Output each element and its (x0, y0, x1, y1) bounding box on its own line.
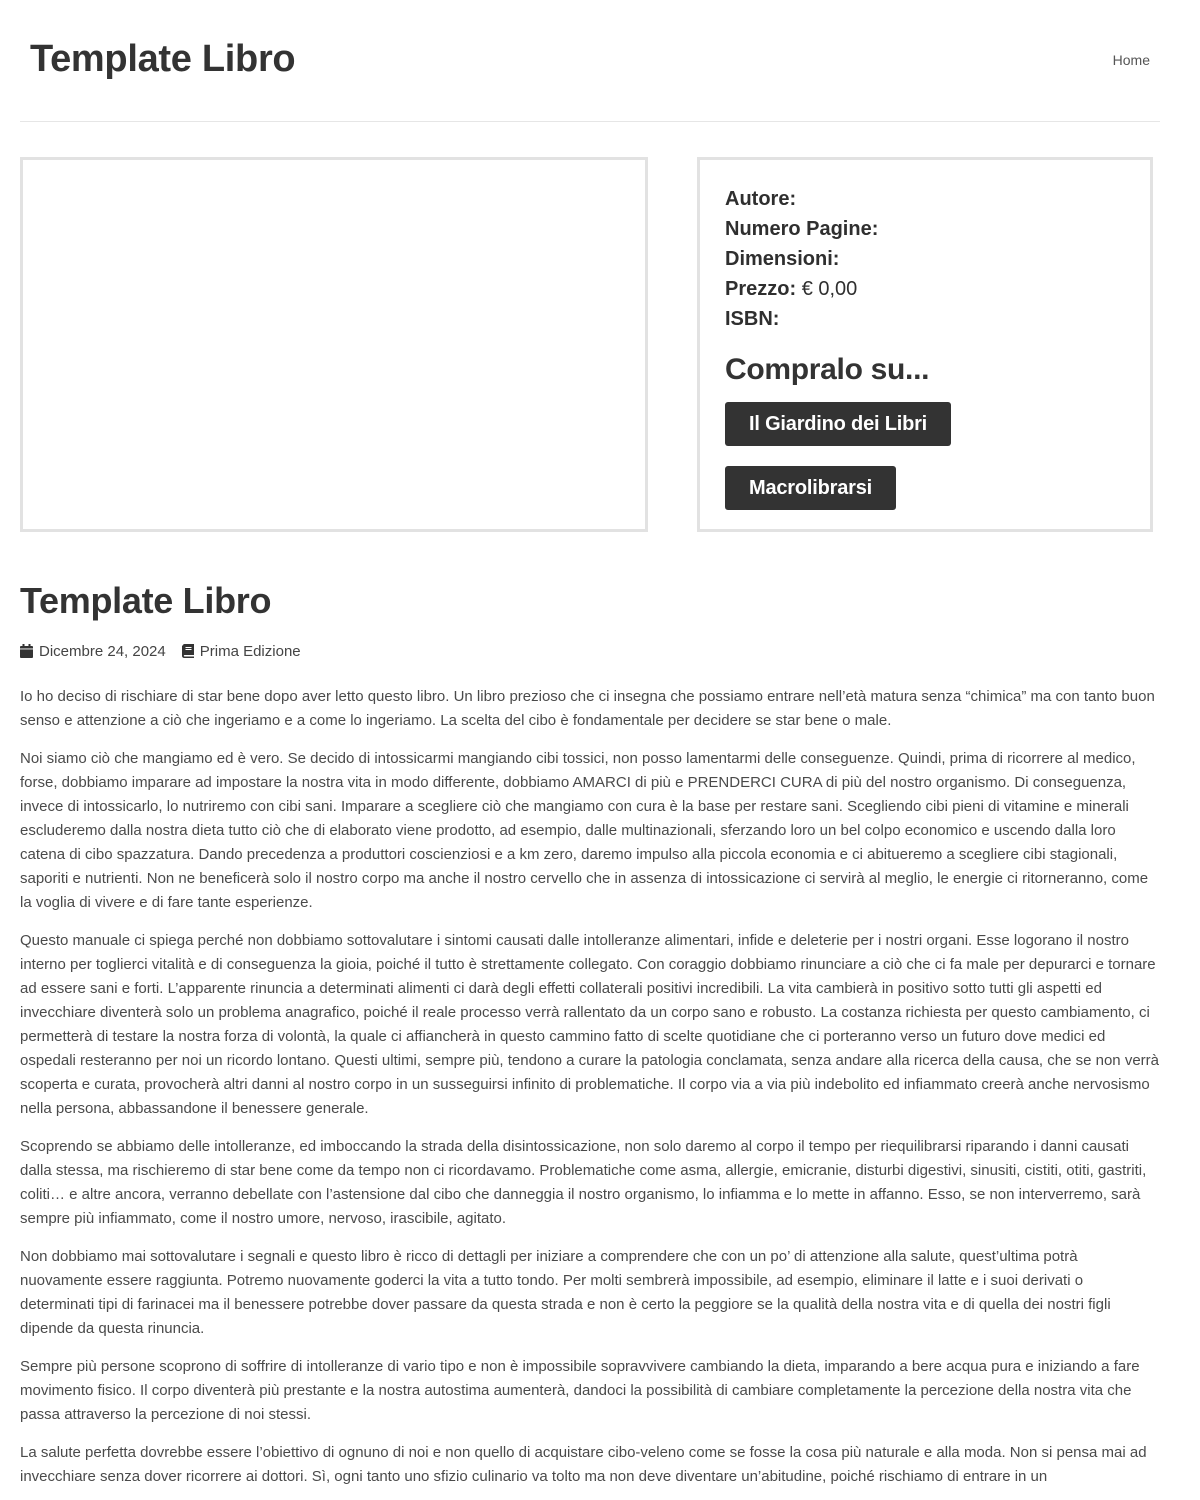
author-line (725, 184, 1150, 214)
page (20, 0, 1160, 1489)
paragraph: Scoprendo se abbiamo delle intolleranze, ed imboccando la strada della disintossicazione, non solo daremo al corpo il tempo per riequilibrarsi riparando i danni causati dalla stessa, ma rischieremo di star bene come da tempo non ci ricordavamo. Problematiche come asma, allergie, emicranie, disturbi digestivi, sinusiti, cistiti, otiti, gastriti, coliti… e altre ancora, verranno debellate con l’astensione dal cibo che danneggia il nostro organismo, lo infiamma e lo mette in affanno. Esso, se non interverremo, sarà sempre più infiammato, come il nostro umore, nervoso, irascibile, agitato. (20, 1138, 1147, 1227)
paragraph: Io ho deciso di rischiare di star bene dopo aver letto questo libro. Un libro prezioso che ci insegna che possiamo entrare nell’età matura senza “chimica” ma con tanto buon senso e attenzione a ciò che ingeriamo e a come lo ingeriamo. La scelta del cibo è fondamentale per decidere se star bene o male. (20, 688, 1155, 729)
pages-line (725, 214, 1150, 244)
buy-button-wrap-2 (725, 466, 1150, 530)
calendar-icon (20, 644, 33, 658)
buy-macrolibrarsi-button[interactable]: Macrolibrarsi (725, 466, 896, 510)
book-info-box (697, 157, 1153, 532)
post-title: Template Libro (20, 580, 272, 621)
isbn-line (725, 304, 1150, 334)
site-title[interactable]: Template Libro (30, 38, 296, 80)
post-category (182, 643, 301, 660)
post-category-link[interactable]: Prima Edizione (199, 642, 301, 660)
pages-label: Numero Pagine: (725, 218, 879, 240)
paragraph: La salute perfetta dovrebbe essere l’obiettivo di ognuno di noi e non quello di acquistare cibo-veleno come se fosse la cosa più naturale e alla moda. Non si pensa mai ad invecchiare senza dover ricorrere ai dottori. Sì, ogni tanto uno sfizio culinario va tolto ma non deve diventare un’abitudine, poiché rischiamo di entrare in un (20, 1444, 1147, 1485)
buy-giardino-dei-libri-button[interactable]: Il Giardino dei Libri (725, 402, 951, 446)
post-content (20, 685, 1160, 1489)
book-icon (182, 644, 194, 658)
nav-home-link[interactable]: Home (1112, 52, 1150, 68)
price-line (725, 274, 1150, 304)
paragraph: Noi siamo ciò che mangiamo ed è vero. Se decido di intossicarmi mangiando cibi tossici, non posso lamentarmi delle conseguenze. Quindi, prima di ricorrere al medico, forse, dobbiamo imparare ad impostare la nostra vita in modo differente, dobbiamo AMARCI di più e PRENDERCI CURA di più del nostro organismo. Di conseguenza, invece di intossicarlo, lo nutriremo con cibi sani. Imparare a scegliere ciò che mangiamo con cura è la base per restare sani. Scegliendo cibi pieni di vitamine e minerali escluderemo dalla nostra dieta tutto ciò che di elaborato viene prodotto, ad esempio, dalle multinazionali, sferzando loro un bel colpo economico e uscendo dalla loro catena di cibo spazzatura. Dando precedenza a produttori coscienziosi e a km zero, daremo impulso alla piccola economia e ci abitueremo a scegliere cibi stagionali, saporiti e nutrienti. Non ne beneficerà solo il nostro corpo ma anche il nostro cervello che in assenza di intossicazione ci servirà al meglio, le energie ci ritorneranno, come la voglia di vivere e di fare tante esperienze. (20, 750, 1149, 911)
dimensions-line (725, 244, 1150, 274)
post-date (20, 643, 166, 660)
dimensions-label: Dimensioni: (725, 248, 840, 270)
post-date-link[interactable]: Dicembre 24, 2024 (39, 642, 166, 660)
book-top-section (20, 157, 1160, 529)
site-header (20, 0, 1160, 122)
paragraph: Questo manuale ci spiega perché non dobbiamo sottovalutare i sintomi causati dalle intolleranze alimentari, infide e deleterie per i nostri organi. Esse logorano il nostro interno per toglierci vitalità e di conseguenza la gioia, poiché il tutto è strettamente collegato. Con coraggio dobbiamo rinunciare a ciò che ci fa male per depurarci e tornare ad essere sani e forti. L’apparente rinuncia a determinati alimenti ci darà degli effetti collaterali positivi incredibili. La vita cambierà in positivo sotto tutti gli aspetti ed invecchiare diventerà solo un problema anagrafico, poiché il reale processo verrà rallentato da un corpo sano e robusto. La costanza richiesta per questo cambiamento, ci permetterà di testare la nostra forza di volontà, la quale ci affiancherà in questo cammino fatto di scelte quotidiane che ci porteranno verso un futuro dove medici ed ospedali resteranno per noi un ricordo lontano. Questi ultimi, sempre più, tendono a curare la patologia conclamata, senza andare alla ricerca della causa, che se non verrà scoperta e curata, provocherà altri danni al nostro corpo in un susseguirsi infinito di problematiche. Il corpo via a via più indebolito ed infiammato creerà anche nervosismo nella persona, abbassandone il benessere generale. (20, 932, 1159, 1117)
isbn-label: ISBN: (725, 308, 780, 330)
price-label: Prezzo: (725, 278, 797, 300)
buy-heading: Compralo su... (725, 353, 930, 386)
book-cover-placeholder (20, 157, 648, 532)
author-label: Autore: (725, 188, 797, 210)
price-value: € 0,00 (801, 278, 858, 300)
paragraph: Non dobbiamo mai sottovalutare i segnali e questo libro è ricco di dettagli per iniziare a comprendere che con un po’ di attenzione alla salute, quest’ultima potrà nuovamente essere raggiunta. Potremo nuovamente goderci la vita a tutto tondo. Per molti sembrerà impossibile, ad esempio, eliminare il latte e i suoi derivati o determinati tipi di farinacei ma il benessere potrebbe dover passare da questa strada e non è certo la peggiore se la qualità della nostra vita e di quella dei nostri figli dipende da questa rinuncia. (20, 1248, 1111, 1337)
paragraph: Sempre più persone scoprono di soffrire di intolleranze di vario tipo e non è impossibile sopravvivere cambiando la dieta, imparando a bere acqua pura e iniziando a fare movimento fisico. Il corpo diventerà più prestante e la nostra autostima aumenterà, dandoci la possibilità di cambiare completamente la percezione della nostra vita che passa attraverso la percezione di noi stessi. (20, 1358, 1140, 1423)
post-article (20, 579, 1160, 1489)
buy-button-wrap-1 (725, 402, 1150, 466)
post-meta (20, 640, 1160, 662)
